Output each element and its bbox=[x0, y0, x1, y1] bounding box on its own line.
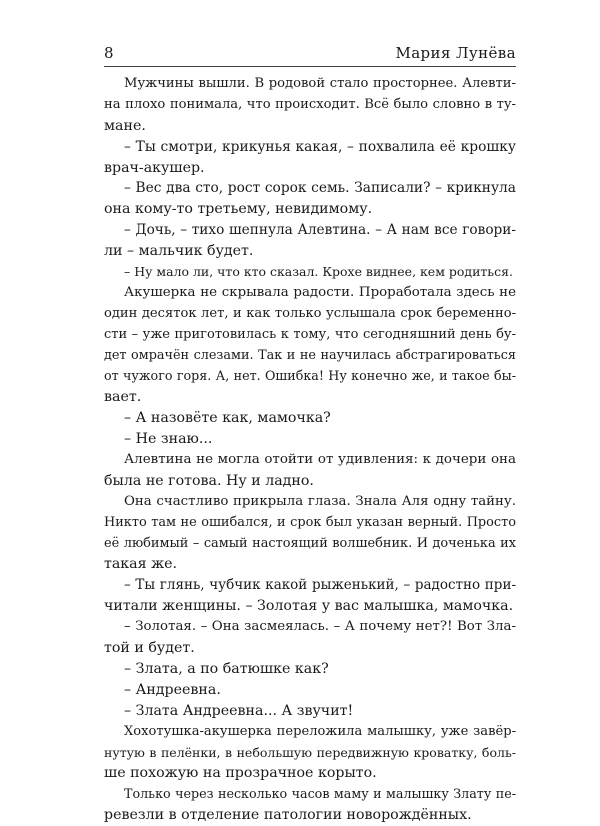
text-line: такая же. bbox=[104, 556, 178, 573]
text-line: один десяток лет, и как только услышала срок беременно- bbox=[104, 305, 516, 321]
text-line: – Не знаю... bbox=[124, 431, 213, 448]
header-rule bbox=[104, 66, 516, 67]
text-line: сти – уже приготовилась к тому, что сегодняшний день бу- bbox=[104, 326, 516, 342]
text-line: – Андреевна. bbox=[124, 681, 221, 698]
text-line: читали женщины. – Золотая у вас малышка, мамочка. bbox=[104, 598, 514, 615]
text-line: – А назовёте как, мамочка? bbox=[124, 410, 331, 427]
text-line: Только через несколько часов маму и малышку Злату пе- bbox=[124, 786, 516, 802]
text-line: – Злата, а по батюшке как? bbox=[124, 660, 329, 677]
text-line: нутую в пелёнки, в небольшую передвижную кроватку, боль- bbox=[104, 744, 516, 760]
text-line: ше похожую на прозрачное корыто. bbox=[104, 765, 377, 782]
text-line: от чужого горя. А, нет. Ошибка! Ну конечно же, и такое бы- bbox=[104, 368, 516, 384]
text-line: – Дочь, – тихо шепнула Алевтина. – А нам все говори- bbox=[124, 222, 516, 239]
text-line: на плохо понимала, что происходит. Всё было словно в ту- bbox=[104, 96, 516, 112]
page-number: 8 bbox=[104, 44, 114, 62]
text-line: Алевтина не могла отойти от удивления: к дочери она bbox=[124, 452, 516, 468]
text-line: – Вес два сто, рост сорок семь. Записали? – крикнула bbox=[124, 180, 516, 197]
text-line: мане. bbox=[104, 117, 146, 134]
text-line: – Золотая. – Она засмеялась. – А почему нет?! Вот Зла- bbox=[124, 619, 516, 635]
text-line: Акушерка не скрывала радости. Проработала здесь не bbox=[124, 284, 516, 300]
running-title: Мария Лунёва bbox=[395, 44, 516, 62]
text-line: врач-акушер. bbox=[104, 159, 205, 176]
text-line: Никто там не ошибался, и срок был указан верный. Просто bbox=[104, 514, 516, 530]
text-line: Она счастливо прикрыла глаза. Знала Аля одну тайну. bbox=[124, 493, 516, 509]
text-line: Мужчины вышли. В родовой стало просторнее. Алевти- bbox=[124, 76, 516, 91]
text-line: – Ты смотри, крикунья какая, – похвалила её крошку bbox=[124, 138, 516, 155]
text-line: она кому-то третьему, невидимому. bbox=[104, 201, 373, 218]
text-line: дет омрачён слезами. Так и не научилась абстрагироваться bbox=[104, 347, 516, 363]
text-line: Хохотушка-акушерка переложила малышку, уже завёр- bbox=[124, 723, 516, 739]
text-line: ревезли в отделение патологии новорождённых. bbox=[104, 807, 472, 824]
text-line: той и будет. bbox=[104, 640, 195, 657]
text-line: её любимый – самый настоящий волшебник. И доченька их bbox=[104, 535, 516, 551]
text-line: ли – мальчик будет. bbox=[104, 243, 254, 260]
text-line: – Злата Андреевна... А звучит! bbox=[124, 702, 354, 719]
text-line: – Ты глянь, чубчик какой рыженький, – радостно при- bbox=[124, 577, 516, 594]
text-line: вает. bbox=[104, 389, 142, 406]
text-line: – Ну мало ли, что кто сказал. Крохе виднее, кем родиться. bbox=[124, 264, 513, 280]
page-header bbox=[104, 44, 516, 66]
text-line: была не готова. Ну и ладно. bbox=[104, 472, 314, 489]
body-text bbox=[104, 74, 516, 826]
